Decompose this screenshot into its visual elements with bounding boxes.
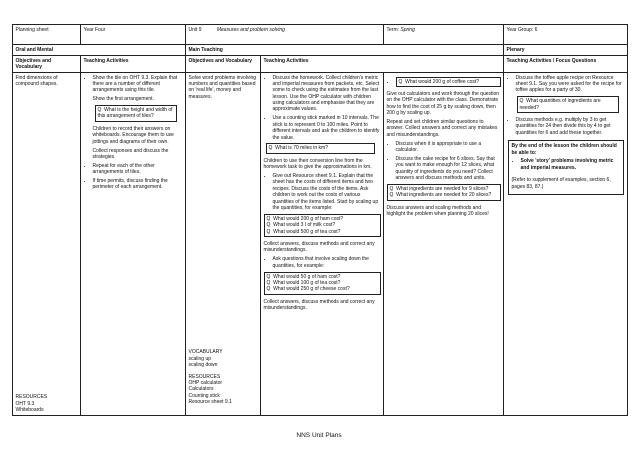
oral-resource-item: OHT 9.3 bbox=[15, 400, 35, 407]
q-label: Q bbox=[398, 78, 403, 85]
oral-activity-text: Collect responses and discuss the strategies. bbox=[92, 147, 169, 160]
year-label: Year Four bbox=[81, 25, 186, 45]
planning-table bbox=[12, 24, 628, 416]
main-resource-item: Counting stick bbox=[188, 392, 220, 399]
oral-resource-item: Whiteboards bbox=[15, 407, 44, 414]
q-label: Q bbox=[266, 286, 271, 293]
vocabulary-item: scaling up bbox=[188, 355, 212, 362]
plenary-item: • Discuss methods e.g. multiply by 3 to get quantities for 24 then divide this by 4 to get quantities for 6 and add these together. bbox=[516, 117, 625, 136]
section-row bbox=[13, 45, 628, 56]
main-activity-list-1c bbox=[264, 256, 381, 269]
q-label: Q bbox=[266, 228, 271, 235]
oral-activity-list bbox=[84, 75, 183, 191]
term-value: Spring bbox=[400, 26, 415, 33]
question-box bbox=[266, 143, 375, 153]
footer-label: NNS Unit Plans bbox=[296, 432, 342, 439]
plenary-list-2 bbox=[507, 117, 625, 136]
q-label: Q bbox=[268, 145, 273, 152]
main-objective: Solve word problems involving numbers and quantities based on 'real life', money and measures. bbox=[188, 74, 257, 100]
vocabulary-label: VOCABULARY bbox=[188, 349, 223, 356]
main-activity: • Ask questions that involve scaling down the quantities, for example: bbox=[273, 256, 381, 269]
oral-resources-label: RESOURCES bbox=[15, 394, 48, 401]
year-group-label: Year Group: 6 bbox=[504, 25, 628, 45]
planning-sheet-label: Planning sheet bbox=[13, 25, 81, 45]
main-activity-text: Repeat and set children similar questions to answer. Collect answers and correct any mistakes and misunderstandings. bbox=[386, 118, 498, 138]
q-label: Q bbox=[266, 280, 271, 287]
q-label: Q bbox=[519, 98, 524, 105]
section-main: Main Teaching bbox=[186, 45, 504, 56]
main-activity-text: • Use a counting stick marked in 10 intervals. The stick is to represent 0 to 100 miles. Point to different intervals and ask the children to identify the value. bbox=[272, 115, 380, 141]
question-text: What is 70 miles in km? bbox=[275, 145, 328, 152]
question-text: What ingredients are needed for 9 slices? bbox=[396, 185, 489, 192]
oral-activity-3: • If time permits, discuss finding the perimeter of each arrangement. bbox=[93, 178, 183, 191]
oral-objective: Find dimensions of compound shapes. bbox=[15, 74, 58, 87]
question-box bbox=[95, 105, 177, 122]
question-box bbox=[517, 96, 619, 113]
main-activity-list-1 bbox=[264, 75, 381, 141]
question-text: What would 100 g of tea cost? bbox=[273, 280, 341, 287]
learning-outcome-box bbox=[508, 140, 624, 195]
term-cell bbox=[384, 25, 504, 45]
outcome-list bbox=[512, 158, 620, 171]
unit-cell bbox=[186, 25, 384, 45]
plenary-list bbox=[507, 75, 625, 94]
plenary-item: • Discuss the toffee apple recipe on Resource sheet 9.1. Say you were asked for the recipe for toffee apples for a party of 30. bbox=[516, 75, 625, 94]
q-label: Q bbox=[266, 215, 271, 222]
question-text: What quantities of ingredients are needed? bbox=[519, 98, 601, 111]
outcome-reference: (Refer to supplement of examples, section 6, pages 83, 87.) bbox=[511, 177, 611, 190]
question-box bbox=[396, 77, 501, 87]
subhead-objectives-main: Objectives and Vocabulary bbox=[186, 56, 261, 73]
unit-title: Measures and problem solving bbox=[216, 26, 285, 33]
question-text: What is the height and width of this arrangement of tiles? bbox=[97, 107, 173, 120]
question-text: What ingredients are needed for 20 slices? bbox=[396, 192, 492, 199]
subhead-activities-oral: Teaching Activities bbox=[81, 56, 186, 73]
main-objective-cell bbox=[186, 73, 261, 416]
main-activities-col1 bbox=[261, 73, 384, 416]
plenary-cell bbox=[504, 73, 628, 416]
oral-activities-cell bbox=[81, 73, 186, 416]
main-activity: • Discuss the cake recipe for 6 slices. Say that you want to make enough for 12 slices, what quantity of ingredients do you need? Collect answers and discuss methods and units. bbox=[396, 156, 501, 182]
main-activity bbox=[273, 115, 381, 141]
term-label: Term: bbox=[386, 26, 401, 33]
main-activity-list-2b bbox=[387, 141, 501, 182]
oral-objective-cell bbox=[13, 73, 81, 416]
subhead-objectives-oral: Objectives and Vocabulary bbox=[13, 56, 81, 73]
outcome-item: • Solve 'story' problems involving metric and imperial measures. bbox=[521, 158, 620, 171]
main-activity-list-2 bbox=[387, 77, 501, 87]
subheading-row bbox=[13, 56, 628, 73]
question-text: What would 50 g of ham cost? bbox=[273, 273, 341, 280]
main-resource-item: Calculators bbox=[188, 386, 214, 393]
question-box bbox=[264, 214, 381, 237]
section-plenary: Plenary bbox=[504, 45, 628, 56]
unit-label: Unit 9 bbox=[188, 26, 202, 33]
subhead-plenary: Teaching Activities / Focus Questions bbox=[504, 56, 628, 73]
oral-activity-text: Show the first arrangement. bbox=[92, 96, 154, 103]
question-box bbox=[264, 272, 381, 295]
q-label: Q bbox=[266, 222, 271, 229]
oral-activity-2: • Repeat for each of the other arrangements of tiles. bbox=[93, 163, 183, 176]
q-label: Q bbox=[389, 192, 394, 199]
main-activity-text: Collect answers, discuss methods and correct any misunderstandings. bbox=[263, 298, 375, 312]
question-text: What would 200 g of coffee cost? bbox=[405, 78, 480, 85]
oral-activity-1 bbox=[93, 75, 183, 161]
question-text: What would 200 g of ham cost? bbox=[273, 215, 344, 222]
main-activity-text: Children to use their conversion line from the homework task to give the approximations in km. bbox=[263, 157, 372, 171]
subhead-activities-main: Teaching Activities bbox=[261, 56, 504, 73]
main-activity: • Discuss when it is appropriate to use a calculator. bbox=[396, 141, 501, 154]
main-activities-col2 bbox=[384, 73, 504, 416]
main-activity: • Give out Resource sheet 9.1. Explain that the sheet has the costs of different items and two recipes. Discuss the costs of the items. Ask children to work out the costs of various quantities of the items listed. Start by scaling up the quantities, for example: bbox=[273, 173, 381, 211]
section-oral: Oral and Mental bbox=[13, 45, 186, 56]
main-activity: • Discuss the homework. Collect children's metric and imperial measures from packets, etc. Select some to check using the estimates from the last lesson. Use the OHP calculator with children using calculators and emphasise that they are approximate values. bbox=[273, 75, 381, 113]
q-label: Q bbox=[389, 185, 394, 192]
main-resources-label: RESOURCES bbox=[188, 373, 221, 380]
outcome-title: By the end of the lesson the children should be able to: bbox=[511, 143, 617, 156]
header-row bbox=[13, 25, 628, 45]
question-text: What would 3 l of milk cost? bbox=[273, 222, 336, 229]
oral-resources bbox=[16, 394, 78, 413]
oral-activity-text: Children to record their answers on whiteboards. Encourage them to use jottings and diagrams of their own. bbox=[92, 125, 174, 145]
content-row bbox=[13, 73, 628, 416]
question-box bbox=[387, 184, 501, 201]
main-resource-item: OHP calculator bbox=[188, 379, 223, 386]
main-activity-list-1b bbox=[264, 173, 381, 211]
vocabulary-item: scaling down bbox=[188, 362, 218, 369]
main-activity-text: Give out calculators and work through the question on the OHP calculator with the class. Demonstrate how to find the cost of 25 g by scaling down, then 200 g by scaling up. bbox=[386, 90, 500, 117]
main-vocab-resources bbox=[189, 349, 258, 413]
planning-sheet bbox=[12, 24, 627, 416]
main-resource-item: Resource sheet 9.1 bbox=[188, 399, 232, 406]
oral-activity-text: • Show the tile on OHT 9.3. Explain that there are a number of different arrangements using this tile. bbox=[92, 74, 178, 94]
main-activity-text: Collect answers, discuss methods and correct any misunderstandings. bbox=[263, 241, 375, 254]
q-label: Q bbox=[97, 107, 102, 114]
q-label: Q bbox=[266, 273, 271, 280]
question-text: What would 250 g of cheese cost? bbox=[273, 286, 350, 293]
main-activity-text: Discuss answers and scaling methods and highlight the problem when planning 20 slices! bbox=[386, 204, 489, 218]
question-text: What would 500 g of tea cost? bbox=[273, 228, 341, 235]
main-activity bbox=[396, 77, 501, 87]
